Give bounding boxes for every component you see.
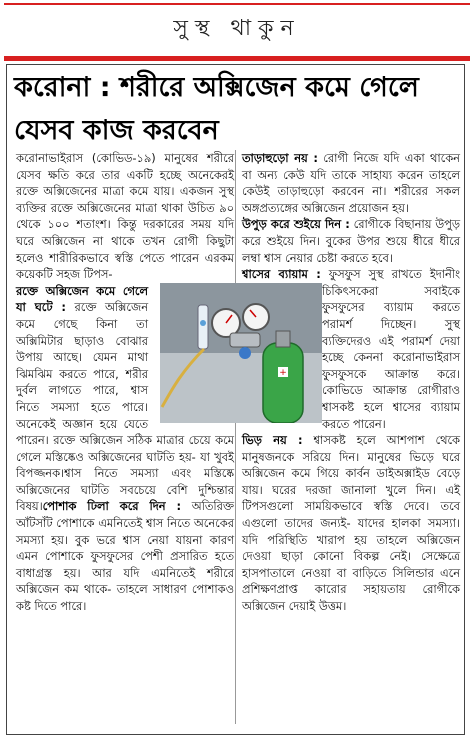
paragraph-text: রক্তে অক্সিজেন কমে গেছে কিনা তা অক্সিমিটার ছাড়াও বোঝার উপায় আছে। যেমন মাথা ঝিমঝিম করতে পারে, শরীর দুর্বল লাগতে পারে, শ্বাস নিতে সমস্যা হতে পারে। অনেকেই অজ্ঞান হয়ে যেতে পারেন। রক্তে অক্সিজেন সঠিক মাত্রার চেয়ে কমে গেলে মস্তিষ্কেও অক্সিজেনের ঘাটতি হয়- যা খুবই বিপজ্জনক।শ্বাস নিতে সমস্যা এবং মস্তিষ্কে অক্সিজেনের ঘাটতি সবচেয়ে বেশি দুশ্চিন্তার বিষয়। bbox=[16, 300, 234, 514]
top-red-rule bbox=[4, 3, 470, 5]
headline: করোনা : শরীরে অক্সিজেন কমে গেলে যেসব কাজ করবেন bbox=[14, 72, 419, 146]
header-red-rule bbox=[4, 56, 470, 61]
paragraph-subhead: উপুড় করে শুইয়ে দিন : bbox=[242, 217, 350, 232]
paragraph-subhead: তাড়াহুড়ো নয় : bbox=[242, 151, 318, 165]
paragraph-text: ফুসফুস সুস্থ রাখতে ইদানীং চিকিৎসকেরা সবাইকে ফুসফুসের ব্যায়াম করতে পরামর্শ দিচ্ছেন। সুস্থ ব্যক্তিদেরও এই পরামর্শ দেয়া হচ্ছে কেননা করোনাভাইরাস ফুসফুসকে আক্রান্ত করে। কোভিডে আক্রান্ত রোগীরাও শ্বাসকষ্ট হলে শ্বাসের ব্যায়াম করতে পারেন। bbox=[320, 267, 460, 431]
paragraph-subhead: রক্তে অক্সিজেন কমে গেলে যা ঘটে : bbox=[16, 283, 148, 315]
paragraph-text: রোগী নিজে যদি একা থাকেন বা অন্য কেউ যদি তাকে সাহায্য করেন তাহলে কেউই তাড়াহুড়ো করবেন না। শরীরের সকল অঙ্গপ্রত্যঙ্গের অক্সিজেন প্রয়োজন হয়। bbox=[242, 151, 460, 215]
paragraph-text: করোনাভাইরাস (কোভিড-১৯) মানুষের শরীরে যেসব ক্ষতি করে তার একটি হচ্ছে অনেকেরই রক্তে অক্সিজেনের মাত্রা কমে যায়। একজন সুস্থ ব্যক্তির রক্তে অক্সিজেনের মাত্রা থাকা উচিত ৯০ থেকে ১০০ শতাংশ। কিন্তু দরকারের সময় যদি ঘরে অক্সিজেন না থাকে তখন রোগী কিছুটা হলেও শারীরিকভাবে স্বস্তি পেতে পারেন এরকম কয়েকটি সহজ টিপস- bbox=[16, 151, 234, 282]
svg-text:+: + bbox=[279, 368, 287, 378]
paragraph-text: শ্বাসকষ্ট হলে আশপাশ থেকে মানুষজনকে সরিয়ে দিন। মানুষের ভিড়ে ঘরে অক্সিজেন কমে গিয়ে কার্বন ডাইঅক্সাইড বেড়ে যায়। ঘরের দরজা জানালা খুলে দিন। এই টিপসগুলো সাময়িকভাবে স্বস্তি দেবে। তবে এগুলো তাদের জন্যই- যাদের হালকা সমস্যা। যদি পরিস্থিতি খারাপ হয় তাহলে অক্সিজেন দেওয়া ছাড়া কোনো বিকল্প নেই। সেক্ষেত্রে হাসপাতালে নেওয়া বা বাড়িতে সিলিন্ডার এনে প্রশিক্ষণপ্রাপ্ত কারোর সহায়তায় রোগীকে অক্সিজেন দেয়াই উত্তম। bbox=[242, 433, 460, 614]
paragraph-text: অতিরিক্ত আঁটসাঁট পোশাকে এমনিতেই শ্বাস নিতে অনেকের সমস্যা হয়। বুক ভরে শ্বাস নেয়া যায়না কারণ এমন পোশাকে ফুসফুসের পেশী প্রসারিত হতে বাধাগ্রস্ত হয়। আর যদি এমনিতেই শরীরে অক্সিজেন কম থাকে- তাহলে সাধারণ পোশাকও কষ্ট দিতে পারে। bbox=[16, 499, 234, 614]
paragraph-subhead: পোশাক ঢিলা করে দিন : bbox=[42, 499, 182, 514]
paragraph-subhead: ভিড় নয় : bbox=[242, 433, 303, 448]
paragraph-text: রোগীকে বিছানায় উপুড় করে শুইয়ে দিন। বুকের উপর শুয়ে ধীরে ধীরে লম্বা শ্বাস নেয়ার চেষ্টা করতে হবে। bbox=[242, 217, 460, 265]
column-divider bbox=[235, 150, 236, 724]
paragraph-subhead: শ্বাসের ব্যায়াম : bbox=[242, 267, 321, 282]
section-title: সুস্থ থাকুন bbox=[173, 16, 301, 41]
oxygen-cylinder-photo bbox=[160, 283, 322, 423]
